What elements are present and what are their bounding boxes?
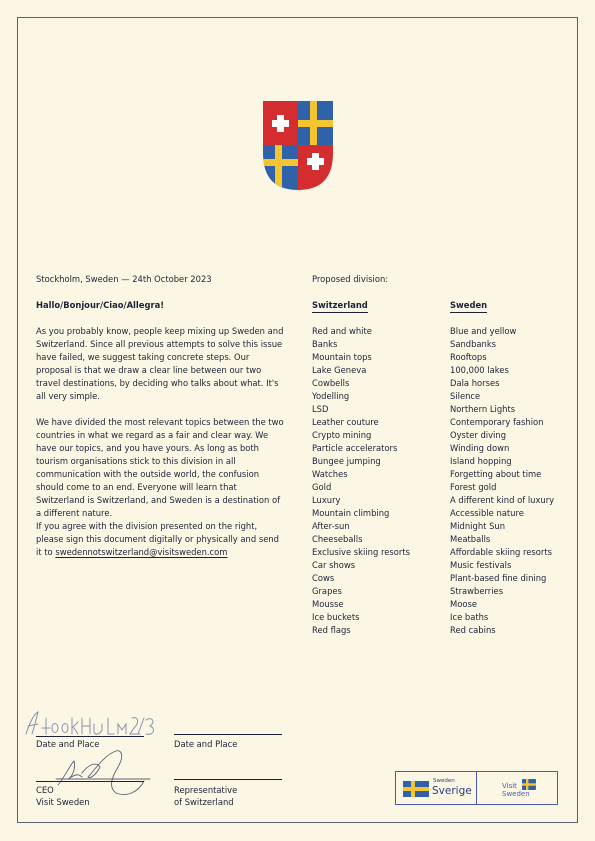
sweden-topic-item: Midnight Sun xyxy=(450,521,506,531)
right-role-org: of Switzerland xyxy=(174,797,234,807)
left-signature-line xyxy=(36,781,144,782)
switzerland-topic-item: Mountain tops xyxy=(312,352,372,362)
switzerland-topic-item: Crypto mining xyxy=(312,430,372,440)
left-role-title: CEO xyxy=(36,785,54,795)
ceo-signature-icon xyxy=(52,745,152,799)
left-date-label: Date and Place xyxy=(36,739,100,749)
swedish-flag-icon xyxy=(403,781,429,797)
sweden-topic-item: Dala horses xyxy=(450,378,500,388)
switzerland-column-title: Switzerland xyxy=(312,300,368,313)
sweden-topic-item: Northern Lights xyxy=(450,404,516,414)
letter-place-date: Stockholm, Sweden — 24th October 2023 xyxy=(36,274,212,284)
switzerland-topic-item: LSD xyxy=(312,404,329,414)
switzerland-topic-item: Red flags xyxy=(312,625,351,635)
sweden-topic-item: Rooftops xyxy=(450,352,487,362)
letter-paragraph-3 xyxy=(36,520,286,559)
sweden-topic-item: Music festivals xyxy=(450,560,512,570)
right-signature-line xyxy=(174,779,282,780)
sweden-topic-item: Affordable skiing resorts xyxy=(450,547,552,557)
switzerland-topic-item: Luxury xyxy=(312,495,341,505)
sweden-topic-item: Blue and yellow xyxy=(450,326,517,336)
sweden-topic-item: Plant-based fine dining xyxy=(450,573,547,583)
letter-paragraph-2: We have divided the most relevant topics between the two countries in what we regard as a fair and clear way. We have our topics, and you have yours. As long as both tourism organisations stick to this division in all communication with the outside world, the confusion should come to an end. Everyone will learn that Switzerland is Switzerland, and Sweden is a destination of a different nature. xyxy=(36,417,284,518)
left-role-org: Visit Sweden xyxy=(36,797,90,807)
logo-divider xyxy=(476,772,477,804)
sweden-topic-item: Forest gold xyxy=(450,482,497,492)
switzerland-topic-item: Cows xyxy=(312,573,335,583)
sweden-topic-item: Strawberries xyxy=(450,586,504,596)
sverige-logo-small-text: Sweden xyxy=(433,778,455,784)
sweden-column-title: Sweden xyxy=(450,300,487,313)
letter-paragraph-1: As you probably know, people keep mixing up Sweden and Switzerland. Since all previous attempts to solve this issue have failed, we suggest taking concrete steps. Our proposal is that we draw a clear line between our two travel destinations, by deciding who talks about what. It's all very simple. xyxy=(36,326,284,401)
sweden-topic-item: A different kind of luxury xyxy=(450,495,555,505)
division-heading: Proposed division: xyxy=(312,274,389,284)
logo-box xyxy=(395,771,558,805)
visit-sweden-flag-icon xyxy=(522,779,536,790)
switzerland-topic-item: Yodelling xyxy=(312,391,350,401)
sweden-topic-item: Meatballs xyxy=(450,534,491,544)
switzerland-topic-item: After-sun xyxy=(312,521,350,531)
switzerland-topic-item: Watches xyxy=(312,469,348,479)
switzerland-topic-item: Ice buckets xyxy=(312,612,360,622)
sweden-topic-item: Silence xyxy=(450,391,481,401)
visit-logo-line-1: Visit xyxy=(502,782,517,790)
handwritten-place-signature-icon xyxy=(22,706,162,738)
sweden-topic-item: Moose xyxy=(450,599,477,609)
sweden-topic-item: Island hopping xyxy=(450,456,512,466)
sweden-topic-item: Accessible nature xyxy=(450,508,524,518)
sweden-topic-item: Contemporary fashion xyxy=(450,417,544,427)
switzerland-topic-item: Cheeseballs xyxy=(312,534,363,544)
visit-logo-line-2: Sweden xyxy=(502,790,530,798)
sweden-topic-item: Red cabins xyxy=(450,625,496,635)
switzerland-topic-item: Leather couture xyxy=(312,417,379,427)
switzerland-topic-item: Cowbells xyxy=(312,378,350,388)
switzerland-topic-item: Exclusive skiing resorts xyxy=(312,547,410,557)
switzerland-topic-item: Car shows xyxy=(312,560,356,570)
switzerland-topic-item: Mountain climbing xyxy=(312,508,390,518)
switzerland-topic-item: Particle accelerators xyxy=(312,443,398,453)
sweden-topic-list xyxy=(450,325,554,637)
email-link[interactable]: swedennotswitzerland@visitsweden.com xyxy=(55,547,228,557)
switzerland-topic-item: Grapes xyxy=(312,586,342,596)
sweden-topic-item: Forgetting about time xyxy=(450,469,542,479)
sweden-topic-item: 100,000 lakes xyxy=(450,365,509,375)
right-date-label: Date and Place xyxy=(174,739,238,749)
switzerland-topic-list xyxy=(312,325,410,637)
switzerland-topic-item: Red and white xyxy=(312,326,372,336)
sweden-topic-item: Oyster diving xyxy=(450,430,507,440)
switzerland-topic-item: Bungee jumping xyxy=(312,456,381,466)
left-date-line xyxy=(36,736,144,737)
sweden-topic-item: Sandbanks xyxy=(450,339,497,349)
right-role-title: Representative xyxy=(174,785,238,795)
letter-paragraph-3-text: If you agree with the division presented on the right, please sign this document digitally or physically and send it to xyxy=(36,521,279,557)
sweden-topic-item: Ice baths xyxy=(450,612,489,622)
switzerland-topic-item: Gold xyxy=(312,482,332,492)
switzerland-topic-item: Banks xyxy=(312,339,338,349)
right-date-line xyxy=(174,734,282,735)
switzerland-topic-item: Mousse xyxy=(312,599,344,609)
sweden-topic-item: Winding down xyxy=(450,443,510,453)
sverige-logo-text: Sverige xyxy=(432,785,472,797)
shield-crest-icon xyxy=(263,101,333,190)
switzerland-topic-item: Lake Geneva xyxy=(312,365,367,375)
letter-greeting: Hallo/Bonjour/Ciao/Allegra! xyxy=(36,300,165,310)
